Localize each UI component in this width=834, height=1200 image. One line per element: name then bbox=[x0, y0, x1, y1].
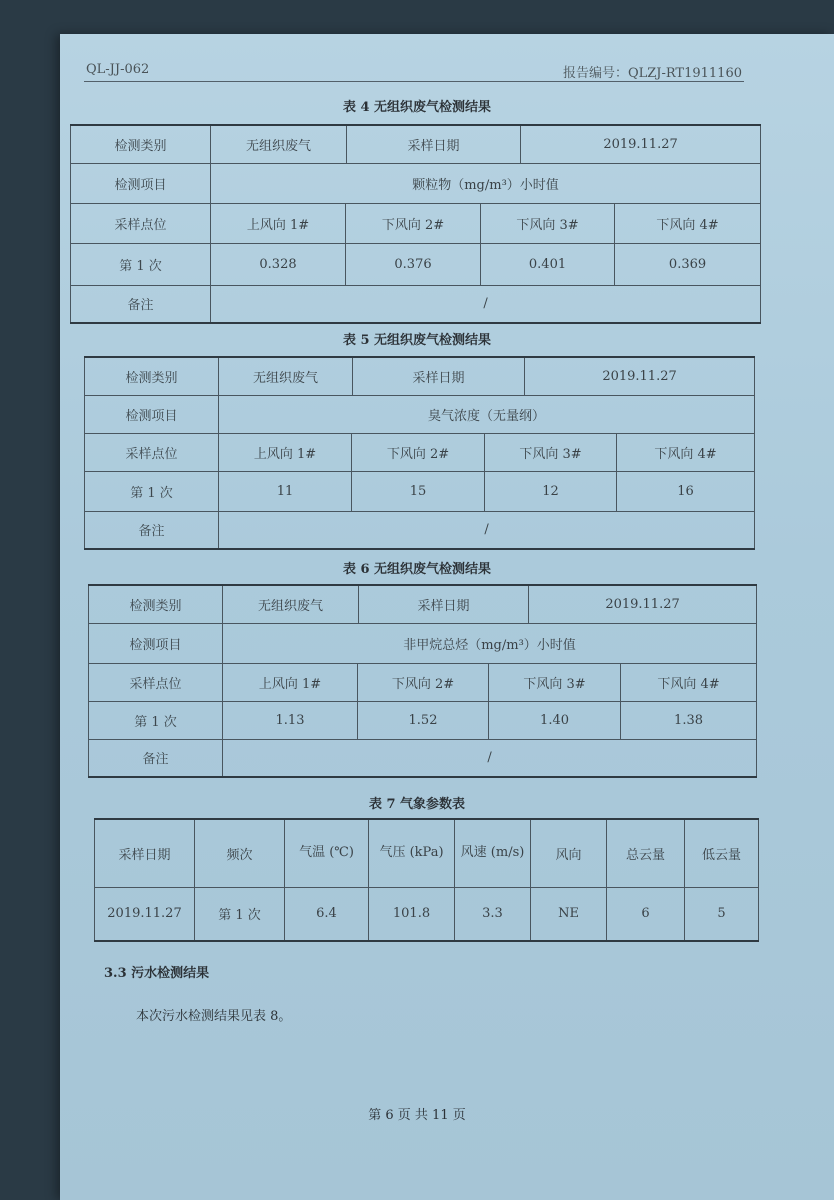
table6-value-3: 1.40 bbox=[489, 701, 621, 739]
table6-category-label: 检测类别 bbox=[89, 585, 223, 623]
table6-remark-label: 备注 bbox=[89, 739, 223, 777]
table4-point-2: 下风向 2# bbox=[346, 203, 481, 243]
table6-remark-value: / bbox=[223, 739, 757, 777]
table7-header-wind-direction: 风向 bbox=[531, 819, 607, 887]
table5-point-4: 下风向 4# bbox=[617, 433, 755, 471]
section-paragraph: 本次污水检测结果见表 8。 bbox=[136, 1009, 292, 1024]
table5-date-value: 2019.11.27 bbox=[525, 357, 755, 395]
table7-cell-low-cloud: 5 bbox=[685, 887, 759, 941]
table5-date-label: 采样日期 bbox=[353, 357, 525, 395]
table7-header-frequency: 频次 bbox=[195, 819, 285, 887]
table6-caption: 表 6 无组织废气检测结果 bbox=[342, 562, 492, 577]
table7-cell-wind-speed: 3.3 bbox=[455, 887, 531, 941]
table5-point-1: 上风向 1# bbox=[219, 433, 352, 471]
table4-value-4: 0.369 bbox=[615, 243, 761, 285]
table4-value-3: 0.401 bbox=[481, 243, 615, 285]
table4-run-label: 第 1 次 bbox=[71, 243, 211, 285]
table7-caption: 表 7 气象参数表 bbox=[368, 797, 466, 812]
table4-value-1: 0.328 bbox=[211, 243, 346, 285]
table4-point-label: 采样点位 bbox=[71, 203, 211, 243]
table5-value-1: 11 bbox=[219, 471, 352, 511]
table5-caption: 表 5 无组织废气检测结果 bbox=[342, 333, 492, 348]
table5-category-label: 检测类别 bbox=[85, 357, 219, 395]
table7-cell-total-cloud: 6 bbox=[607, 887, 685, 941]
table6-point-4: 下风向 4# bbox=[621, 663, 757, 701]
table5-point-3: 下风向 3# bbox=[485, 433, 617, 471]
table6-value-2: 1.52 bbox=[358, 701, 489, 739]
table4-item-value: 颗粒物（mg/m³）小时值 bbox=[211, 163, 761, 203]
table4-value-2: 0.376 bbox=[346, 243, 481, 285]
table6 bbox=[88, 584, 757, 778]
table6-run-label: 第 1 次 bbox=[89, 701, 223, 739]
table7-cell-frequency: 第 1 次 bbox=[195, 887, 285, 941]
table6-value-1: 1.13 bbox=[223, 701, 358, 739]
table4-point-1: 上风向 1# bbox=[211, 203, 346, 243]
table5-category-value: 无组织废气 bbox=[219, 357, 353, 395]
header-rule bbox=[84, 81, 744, 82]
table5-point-label: 采样点位 bbox=[85, 433, 219, 471]
table4-date-value: 2019.11.27 bbox=[521, 125, 761, 163]
section-title: 3.3 污水检测结果 bbox=[104, 966, 210, 981]
report-number: 报告编号：QLZJ-RT1911160 bbox=[562, 66, 742, 81]
table4 bbox=[70, 124, 761, 324]
table6-value-4: 1.38 bbox=[621, 701, 757, 739]
table7-cell-date: 2019.11.27 bbox=[95, 887, 195, 941]
table6-point-label: 采样点位 bbox=[89, 663, 223, 701]
doc-code: QL-JJ-062 bbox=[86, 62, 150, 77]
table5-run-label: 第 1 次 bbox=[85, 471, 219, 511]
table7-header-wind-speed: 风速 (m/s) bbox=[455, 819, 531, 887]
table7-header-low-cloud: 低云量 bbox=[685, 819, 759, 887]
table5-item-label: 检测项目 bbox=[85, 395, 219, 433]
table5-value-3: 12 bbox=[485, 471, 617, 511]
table5-remark-value: / bbox=[219, 511, 755, 549]
table7 bbox=[94, 818, 759, 942]
table5 bbox=[84, 356, 755, 550]
table6-item-label: 检测项目 bbox=[89, 623, 223, 663]
table5-value-2: 15 bbox=[352, 471, 485, 511]
table4-point-3: 下风向 3# bbox=[481, 203, 615, 243]
table6-category-value: 无组织废气 bbox=[223, 585, 359, 623]
table5-point-2: 下风向 2# bbox=[352, 433, 485, 471]
table4-date-label: 采样日期 bbox=[347, 125, 521, 163]
table6-point-3: 下风向 3# bbox=[489, 663, 621, 701]
page-footer: 第 6 页 共 11 页 bbox=[368, 1108, 466, 1123]
table4-remark-label: 备注 bbox=[71, 285, 211, 323]
table7-cell-wind-direction: NE bbox=[531, 887, 607, 941]
table7-header-pressure: 气压 (kPa) bbox=[369, 819, 455, 887]
table4-item-label: 检测项目 bbox=[71, 163, 211, 203]
table6-point-2: 下风向 2# bbox=[358, 663, 489, 701]
table4-remark-value: / bbox=[211, 285, 761, 323]
table5-item-value: 臭气浓度（无量纲） bbox=[219, 395, 755, 433]
table6-item-value: 非甲烷总烃（mg/m³）小时值 bbox=[223, 623, 757, 663]
table7-cell-temperature: 6.4 bbox=[285, 887, 369, 941]
table4-category-value: 无组织废气 bbox=[211, 125, 347, 163]
table4-point-4: 下风向 4# bbox=[615, 203, 761, 243]
table4-caption: 表 4 无组织废气检测结果 bbox=[342, 100, 492, 115]
table7-header-temperature: 气温 (℃) bbox=[285, 819, 369, 887]
table7-header-total-cloud: 总云量 bbox=[607, 819, 685, 887]
table7-header-date: 采样日期 bbox=[95, 819, 195, 887]
table6-date-value: 2019.11.27 bbox=[529, 585, 757, 623]
table7-cell-pressure: 101.8 bbox=[369, 887, 455, 941]
table6-point-1: 上风向 1# bbox=[223, 663, 358, 701]
table5-remark-label: 备注 bbox=[85, 511, 219, 549]
table4-category-label: 检测类别 bbox=[71, 125, 211, 163]
table5-value-4: 16 bbox=[617, 471, 755, 511]
table6-date-label: 采样日期 bbox=[359, 585, 529, 623]
